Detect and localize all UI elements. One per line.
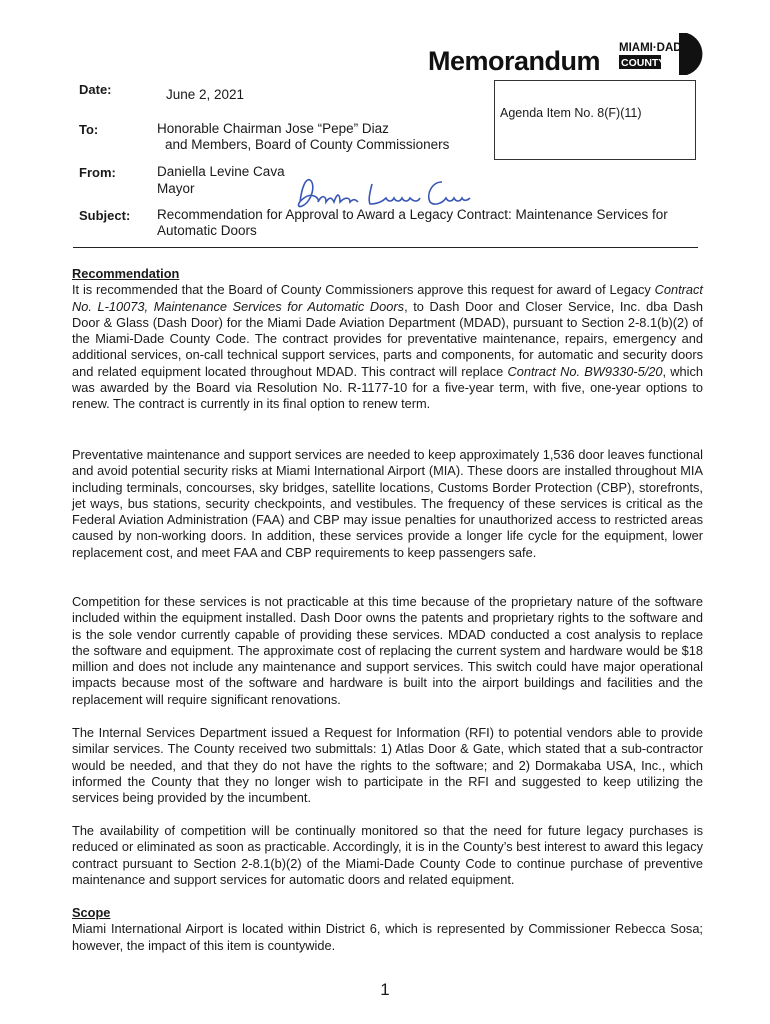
to-label: To: [79, 122, 99, 137]
scope-section [72, 905, 703, 954]
miami-dade-county-logo [617, 31, 709, 77]
to-line-1: Honorable Chairman Jose “Pepe” Diaz [157, 121, 389, 136]
memorandum-title: Memorandum [428, 46, 601, 76]
rec-p1-contract-name: Contract No. L-10073, Maintenance Services for Automatic Doors [72, 282, 703, 314]
header-divider [73, 247, 698, 248]
date-label: Date: [79, 82, 112, 97]
recommendation-title: Recommendation [72, 266, 180, 281]
subject-label: Subject: [79, 208, 131, 223]
recommendation-paragraph-1 [72, 282, 703, 412]
date-value: June 2, 2021 [166, 87, 245, 102]
recommendation-paragraph-3: Competition for these services is not practicable at this time because of the proprietary nature of the software included within the equipment installed. Dash Door owns the patents and proprietary rights to the software and is the sole vendor currently capable of providing these services. MDAD conducted a cost analysis to replace the software and equipment. The approximate cost of replacing the current system and hardware would be $18 million and does not include any maintenance and support services. This switch could have major operational impacts because most of the software and hardware is built into the airport buildings and facilities and the replacement will require significant renovations. [72, 594, 703, 707]
recommendation-paragraph-4: The Internal Services Department issued a Request for Information (RFI) to potential vendors able to provide similar services. The County received two submittals: 1) Atlas Door & Gate, which stated that a sub-contractor would be needed, and that they do not have the rights to the software; and 2) Dormakaba USA, Inc., which informed the County that they no longer wish to participate in the RFI and suggested to keep utilizing the services being provided by the incumbent. [72, 725, 703, 806]
rec-p1-text-c: , which was awarded by the Board via Resolution No. R-1177-10 for a five-year term, with five, one-year options to renew. The contract is currently in its final option to renew term. [72, 363, 703, 412]
recommendation-section [72, 266, 703, 413]
rec-p1-text-b: , to Dash Door and Closer Service, Inc. dba Dash Door & Glass (Dash Door) for the Miami Dade Aviation Department (MDAD), pursuant to Section 2-8.1(b)(2) of the Miami-Dade County Code. The contract provides for preventative maintenance, repairs, emergency and additional services, on-call technical support services, parts and components, for automatic and security doors and related equipment located throughout MDAD. This contract will replace [72, 298, 703, 379]
to-line-2: and Members, Board of County Commissioners [165, 137, 450, 152]
logo-top-text: MIAMI·DADE [619, 42, 690, 54]
from-name: Daniella Levine Cava [157, 164, 285, 179]
recommendation-paragraph-5: The availability of competition will be continually monitored so that the need for future legacy purchases is reduced or eliminated as soon as practicable. Accordingly, it is in the County’s best interest to award this legacy contract pursuant to Section 2-8.1(b)(2) of the Miami-Dade County Code to continue purchase of preventive maintenance and support services for automatic doors and related equipment. [72, 823, 703, 887]
scope-title: Scope [72, 905, 111, 920]
logo-bottom-text: COUNTY [621, 57, 666, 69]
scope-paragraph-1: Miami International Airport is located within District 6, which is represented by Commissioner Rebecca Sosa; however, the impact of this item is countywide. [72, 921, 703, 953]
agenda-item-number: Agenda Item No. 8(F)(11) [500, 106, 642, 120]
from-label: From: [79, 165, 116, 180]
recommendation-paragraph-2: Preventative maintenance and support services are needed to keep approximately 1,536 door leaves functional and avoid potential security risks at Miami International Airport (MIA). These doors are installed throughout MIA including terminals, concourses, sky bridges, satellite locations, Customs Border Protection (CBP), storefronts, jet ways, bus stations, security checkpoints, and vestibules. The frequency of these services is critical as the Federal Aviation Administration (FAA) and CBP may issue penalties for unauthorized access to restricted areas caused by non-working doors. In addition, these services provide a longer life cycle for the equipment, lower replacement cost, and meet FAA and CBP requirements to keep passengers safe. [72, 447, 703, 560]
agenda-item-box [494, 80, 696, 160]
subject-value: Recommendation for Approval to Award a Legacy Contract: Maintenance Services for Automatic Doors [157, 207, 668, 238]
rec-p1-old-contract: Contract No. BW9330-5/20 [507, 363, 663, 379]
page-number: 1 [380, 980, 390, 999]
from-title: Mayor [157, 181, 195, 196]
rec-p1-text-a: It is recommended that the Board of County Commissioners approve this request for award of Legacy [72, 282, 655, 298]
